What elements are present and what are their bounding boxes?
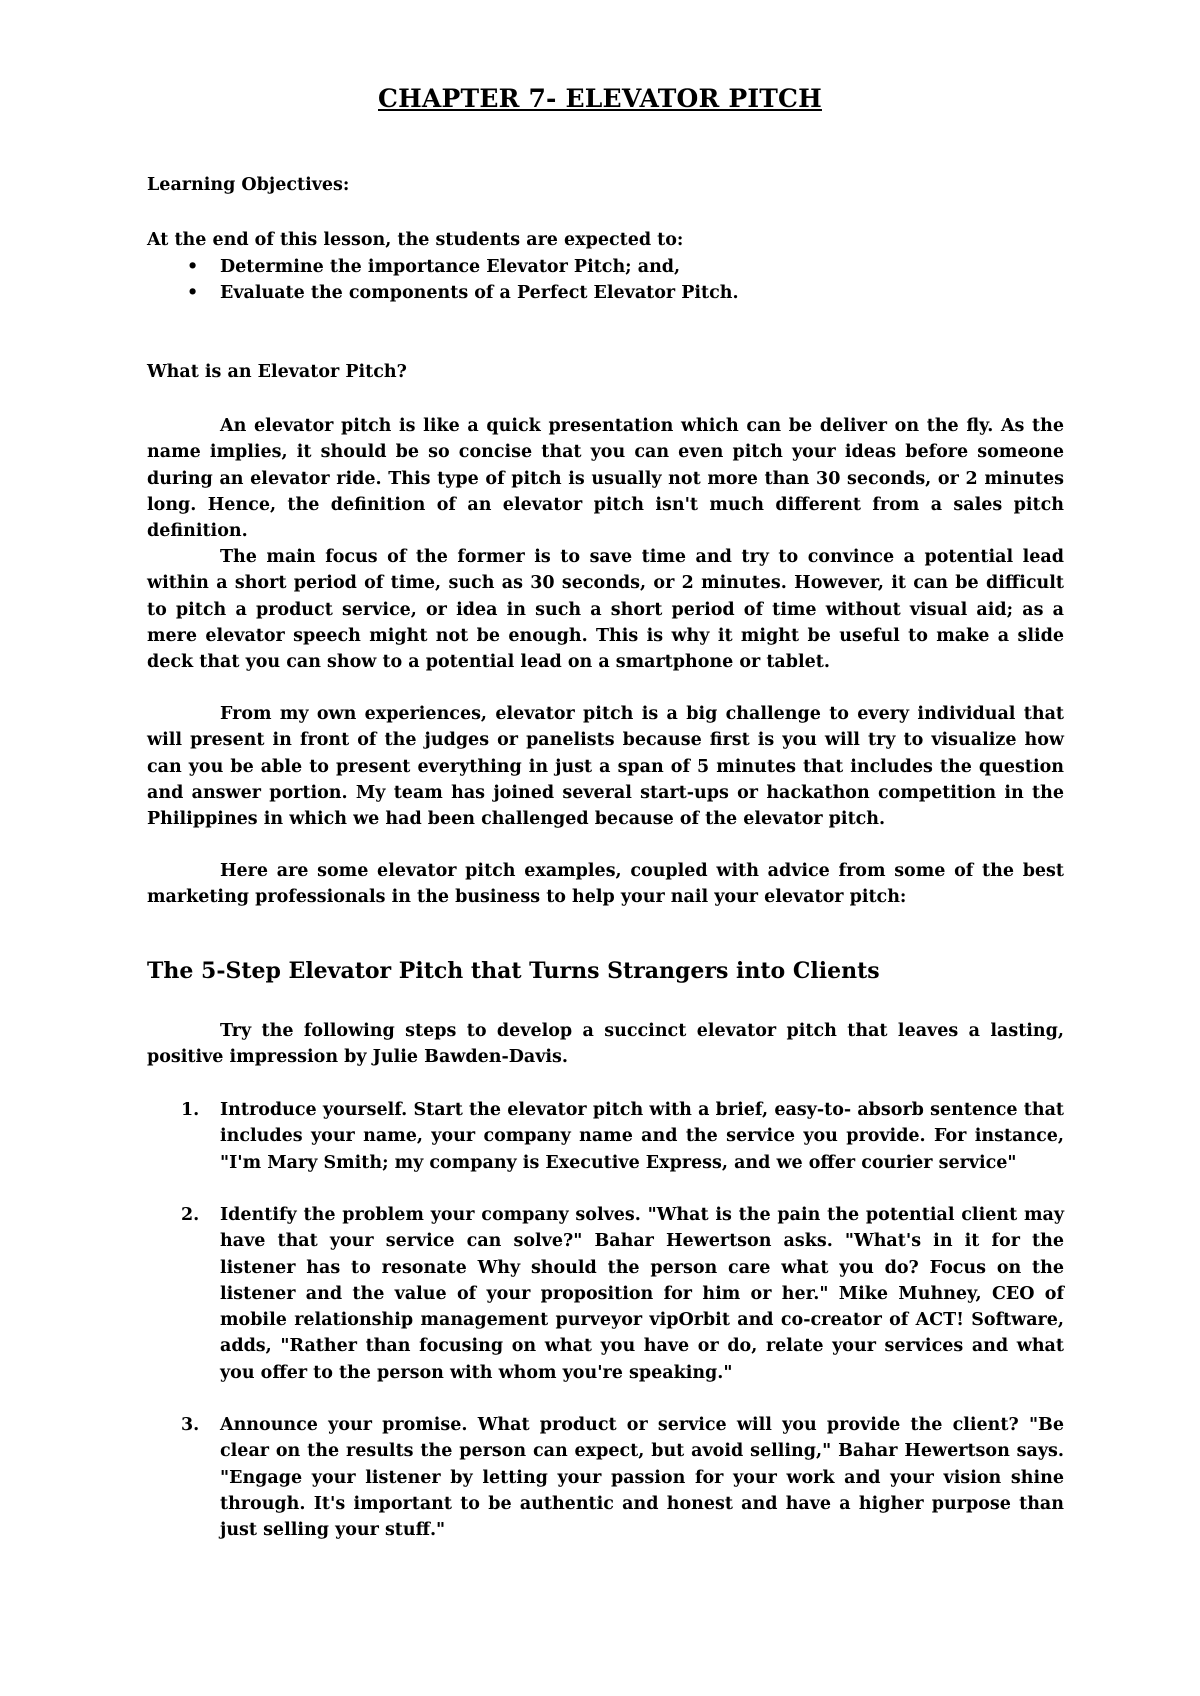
step-text: Announce your promise. What product or service will you provide the client? "Be clear on the results the person can expect, but avoid selling," Bahar Hewertson says. "Engage your listener by letting your passion for your work and your vision shine through. It's important to be authentic and honest and have a higher purpose than just selling your stuff." [220, 1415, 1064, 1541]
step-item [147, 1202, 1064, 1386]
step-number: 2. [181, 1205, 200, 1225]
step-number: 1. [181, 1100, 200, 1120]
objective-item [147, 254, 1064, 280]
objective-text: Evaluate the components of a Perfect Elevator Pitch. [220, 283, 739, 304]
objectives-intro: At the end of this lesson, the students are expected to: [147, 230, 684, 250]
step-item [147, 1097, 1064, 1176]
paragraph: The main focus of the former is to save time and try to convince a potential lead within a short period of time, such as 30 seconds, or 2 minutes. However, it can be difficult to pitch a product service, or idea in such a short period of time without visual aid; as a mere elevator speech might not be enough. This is why it might be useful to make a slide deck that you can show to a potential lead on a smartphone or tablet. [147, 547, 1064, 673]
section-heading: What is an Elevator Pitch? [147, 362, 407, 382]
step-number: 3. [181, 1415, 200, 1435]
step-text: Introduce yourself. Start the elevator pitch with a brief, easy-to- absorb sentence that includes your name, your company name and the service you provide. For instance, "I'm Mary Smith; my company is Executive Express, and we offer courier service" [220, 1100, 1064, 1173]
objectives-list [147, 254, 1064, 307]
step-item [147, 1412, 1064, 1543]
objective-text: Determine the importance Elevator Pitch; and, [220, 257, 681, 277]
paragraph: An elevator pitch is like a quick presentation which can be deliver on the fly. As the name implies, it should be so concise that you can even pitch your ideas before someone during an elevator ride. This type of pitch is usually not more than 30 seconds, or 2 minutes long. Hence, the definition of an elevator pitch isn't much different from a sales pitch definition. [147, 416, 1064, 542]
paragraph: From my own experiences, elevator pitch is a big challenge to every individual that will present in front of the judges or panelists because first is you will try to visualize how can you be able to present everything in just a span of 5 minutes that includes the question and answer portion. My team has joined several start-ups or hackathon competition in the Philippines in which we had been challenged because of the elevator pitch. [147, 704, 1064, 830]
step-text: Identify the problem your company solves. "What is the pain the potential client may have that your service can solve?" Bahar Hewertson asks. "What's in it for the listener has to resonate Why should the person care what you do? Focus on the listener and the value of your proposition for him or her." Mike Muhney, CEO of mobile relationship management purveyor vipOrbit and co-creator of ACT! Software, adds, "Rather than focusing on what you have or do, relate your services and what you offer to the person with whom you're speaking." [220, 1205, 1064, 1383]
section-intro: Try the following steps to develop a succinct elevator pitch that leaves a lasting, positive impression by Julie Bawden-Davis. [147, 1021, 1064, 1068]
objectives-heading: Learning Objectives: [147, 175, 350, 195]
bullet-icon: • [187, 283, 199, 304]
chapter-title: CHAPTER 7- ELEVATOR PITCH [378, 84, 822, 113]
section-subheading: The 5-Step Elevator Pitch that Turns Strangers into Clients [147, 958, 880, 984]
bullet-icon: • [187, 257, 199, 277]
objective-item [147, 280, 1064, 306]
paragraph: Here are some elevator pitch examples, coupled with advice from some of the best marketing professionals in the business to help your nail your elevator pitch: [147, 861, 1064, 908]
